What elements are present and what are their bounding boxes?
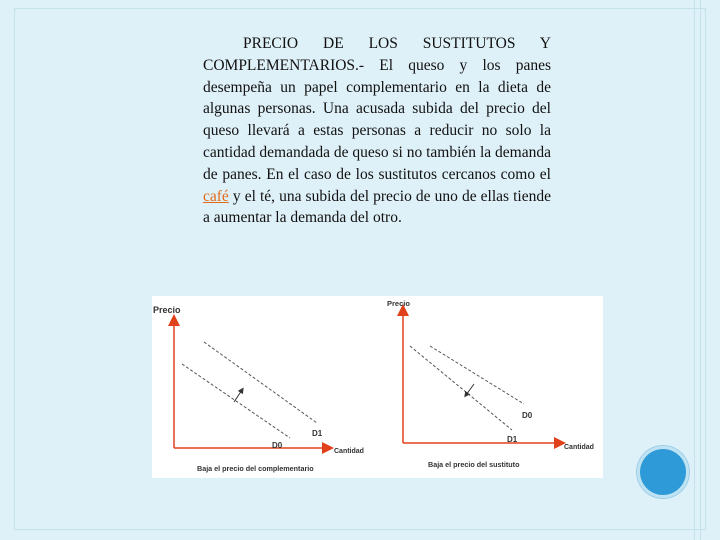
- right-curve-d1: [410, 346, 512, 430]
- paragraph-text-end: y el té, una subida del precio de uno de ellas tiende a aumentar la demanda del otro.: [203, 187, 551, 227]
- paragraph-text: El queso y los panes desempeña un papel complementario en la dieta de algunas personas. Una acusada subida del precio del queso llevará a estas personas a reducir no solo la cantidad demandada de queso si no también la demanda de panes. En el caso de los sustitutos cercanos como el: [203, 56, 551, 183]
- right-shift-arrow: [466, 384, 474, 395]
- right-curve-d0: [430, 346, 524, 404]
- left-shift-arrow: [234, 390, 242, 402]
- left-caption: Baja el precio del complementario: [197, 464, 314, 473]
- right-d1-label: D1: [507, 435, 518, 444]
- decorative-rule: [694, 0, 695, 540]
- left-x-label: Cantidad: [334, 448, 364, 455]
- left-d1-label: D1: [312, 429, 323, 438]
- right-y-label: Precio: [387, 299, 410, 308]
- right-caption: Baja el precio del sustituto: [428, 460, 520, 469]
- body-paragraph: [203, 33, 551, 229]
- right-x-label: Cantidad: [564, 444, 594, 451]
- decorative-circle: [640, 449, 686, 495]
- left-curve-d0: [182, 364, 290, 438]
- right-diagram: [387, 299, 594, 469]
- cafe-link[interactable]: café: [203, 187, 229, 205]
- left-diagram: [153, 305, 364, 473]
- decorative-rule: [700, 0, 701, 540]
- right-d0-label: D0: [522, 411, 533, 420]
- left-curve-d1: [204, 342, 317, 423]
- demand-shift-figure: [152, 296, 603, 478]
- paragraph-title: PRECIO DE LOS SUSTITUTOS Y COMPLEMENTARIOS.-: [203, 35, 551, 74]
- diagram-svg: [152, 296, 603, 478]
- left-y-label: Precio: [153, 305, 181, 315]
- left-d0-label: D0: [272, 441, 283, 450]
